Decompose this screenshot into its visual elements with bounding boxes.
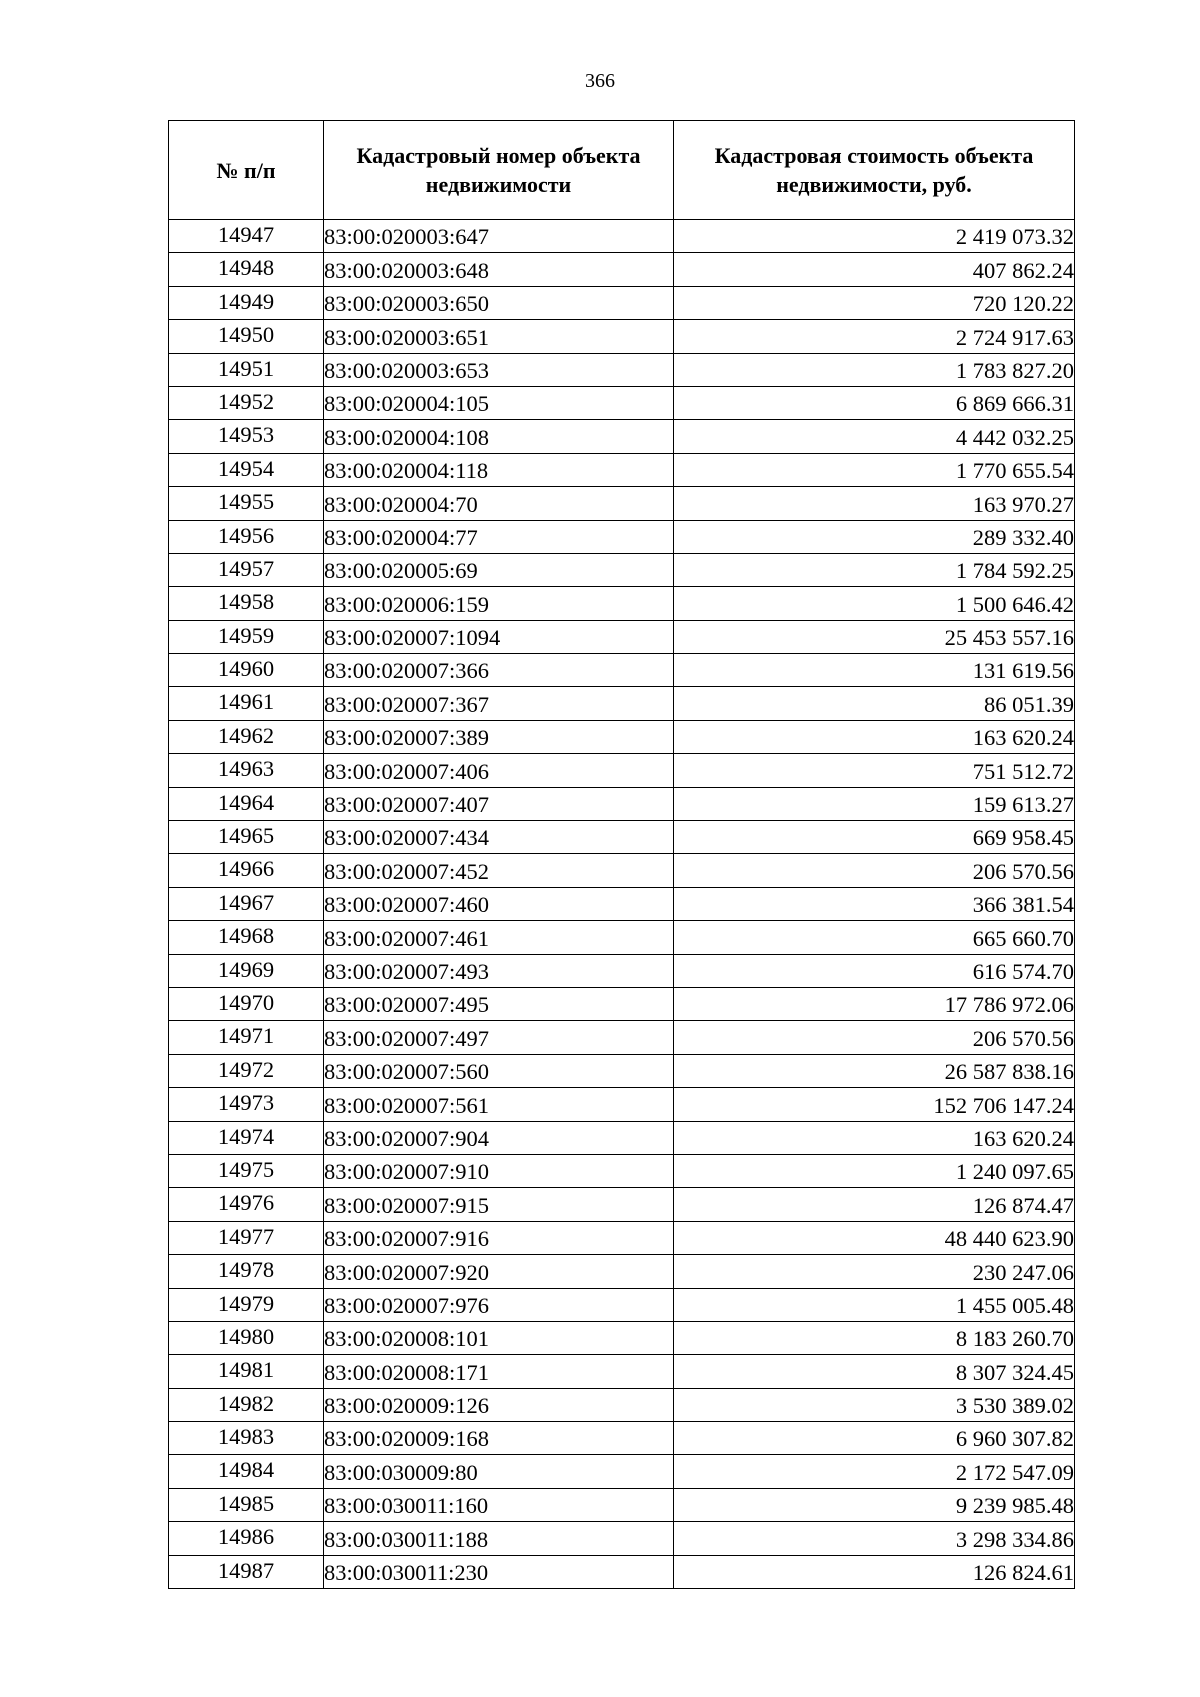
table-row — [169, 1488, 1075, 1521]
table-row — [169, 453, 1075, 486]
cadastral-number-cell: 83:00:020003:648 — [324, 253, 674, 286]
cadastral-value-table — [168, 120, 1075, 1589]
cadastral-number-cell: 83:00:020003:650 — [324, 286, 674, 319]
cadastral-number-cell: 83:00:020005:69 — [324, 553, 674, 586]
header-cadastral-value: Кадастровая стоимость объекта недвижимости, руб. — [674, 121, 1075, 220]
cadastral-value-cell: 9 239 985.48 — [674, 1488, 1075, 1521]
cadastral-value-cell: 8 183 260.70 — [674, 1321, 1075, 1354]
cadastral-number-cell: 83:00:020007:407 — [324, 787, 674, 820]
row-number-cell: 14966 — [169, 854, 324, 887]
row-number-cell: 14955 — [169, 487, 324, 520]
cadastral-number-cell: 83:00:020007:493 — [324, 954, 674, 987]
cadastral-value-cell: 720 120.22 — [674, 286, 1075, 319]
cadastral-value-cell: 126 824.61 — [674, 1555, 1075, 1588]
table-row — [169, 887, 1075, 920]
row-number-cell: 14950 — [169, 320, 324, 353]
cadastral-value-cell: 1 240 097.65 — [674, 1154, 1075, 1187]
cadastral-value-cell: 86 051.39 — [674, 687, 1075, 720]
table-row — [169, 553, 1075, 586]
row-number-cell: 14977 — [169, 1221, 324, 1254]
table-row — [169, 1088, 1075, 1121]
cadastral-number-cell: 83:00:020003:653 — [324, 353, 674, 386]
table-row — [169, 954, 1075, 987]
cadastral-number-cell: 83:00:020007:976 — [324, 1288, 674, 1321]
cadastral-value-cell: 152 706 147.24 — [674, 1088, 1075, 1121]
cadastral-number-cell: 83:00:020004:105 — [324, 386, 674, 419]
row-number-cell: 14954 — [169, 453, 324, 486]
cadastral-value-cell: 366 381.54 — [674, 887, 1075, 920]
table-row — [169, 620, 1075, 653]
cadastral-value-cell: 4 442 032.25 — [674, 420, 1075, 453]
row-number-cell: 14949 — [169, 286, 324, 319]
table-row — [169, 1154, 1075, 1187]
cadastral-number-cell: 83:00:020007:452 — [324, 854, 674, 887]
table-row — [169, 386, 1075, 419]
table-row — [169, 821, 1075, 854]
cadastral-number-cell: 83:00:020008:171 — [324, 1355, 674, 1388]
cadastral-value-cell: 1 770 655.54 — [674, 453, 1075, 486]
header-cadastral-number: Кадастровый номер объекта недвижимости — [324, 121, 674, 220]
table-row — [169, 1321, 1075, 1354]
row-number-cell: 14959 — [169, 620, 324, 653]
table-row — [169, 286, 1075, 319]
table-row — [169, 487, 1075, 520]
table-row — [169, 253, 1075, 286]
cadastral-value-cell: 163 620.24 — [674, 1121, 1075, 1154]
cadastral-number-cell: 83:00:020007:904 — [324, 1121, 674, 1154]
cadastral-value-cell: 407 862.24 — [674, 253, 1075, 286]
row-number-cell: 14961 — [169, 687, 324, 720]
row-number-cell: 14976 — [169, 1188, 324, 1221]
cadastral-number-cell: 83:00:020007:920 — [324, 1255, 674, 1288]
table-row — [169, 754, 1075, 787]
row-number-cell: 14979 — [169, 1288, 324, 1321]
cadastral-value-cell: 751 512.72 — [674, 754, 1075, 787]
cadastral-value-cell: 25 453 557.16 — [674, 620, 1075, 653]
cadastral-value-cell: 131 619.56 — [674, 654, 1075, 687]
table-row — [169, 1255, 1075, 1288]
table-row — [169, 587, 1075, 620]
row-number-cell: 14948 — [169, 253, 324, 286]
row-number-cell: 14981 — [169, 1355, 324, 1388]
cadastral-number-cell: 83:00:020006:159 — [324, 587, 674, 620]
cadastral-number-cell: 83:00:020007:495 — [324, 987, 674, 1020]
table-row — [169, 520, 1075, 553]
table-header — [169, 121, 1075, 220]
header-row-number: № п/п — [169, 121, 324, 220]
row-number-cell: 14986 — [169, 1522, 324, 1555]
cadastral-value-cell: 230 247.06 — [674, 1255, 1075, 1288]
cadastral-number-cell: 83:00:020007:916 — [324, 1221, 674, 1254]
row-number-cell: 14970 — [169, 987, 324, 1020]
cadastral-value-cell: 163 970.27 — [674, 487, 1075, 520]
cadastral-value-cell: 8 307 324.45 — [674, 1355, 1075, 1388]
cadastral-number-cell: 83:00:020003:651 — [324, 320, 674, 353]
row-number-cell: 14983 — [169, 1422, 324, 1455]
row-number-cell: 14978 — [169, 1255, 324, 1288]
row-number-cell: 14982 — [169, 1388, 324, 1421]
table-row — [169, 1121, 1075, 1154]
cadastral-value-cell: 289 332.40 — [674, 520, 1075, 553]
table-row — [169, 654, 1075, 687]
cadastral-number-cell: 83:00:020007:560 — [324, 1054, 674, 1087]
page-number: 366 — [585, 70, 615, 92]
table-row — [169, 1188, 1075, 1221]
cadastral-number-cell: 83:00:020007:460 — [324, 887, 674, 920]
cadastral-value-cell: 2 724 917.63 — [674, 320, 1075, 353]
table-row — [169, 353, 1075, 386]
row-number-cell: 14962 — [169, 720, 324, 753]
row-number-cell: 14971 — [169, 1021, 324, 1054]
row-number-cell: 14960 — [169, 654, 324, 687]
cadastral-number-cell: 83:00:020007:366 — [324, 654, 674, 687]
row-number-cell: 14964 — [169, 787, 324, 820]
row-number-cell: 14980 — [169, 1321, 324, 1354]
table-row — [169, 1288, 1075, 1321]
row-number-cell: 14985 — [169, 1488, 324, 1521]
table-row — [169, 320, 1075, 353]
row-number-cell: 14963 — [169, 754, 324, 787]
table-row — [169, 787, 1075, 820]
cadastral-value-cell: 163 620.24 — [674, 720, 1075, 753]
table-row — [169, 687, 1075, 720]
row-number-cell: 14958 — [169, 587, 324, 620]
table-row — [169, 1555, 1075, 1588]
table-row — [169, 1221, 1075, 1254]
cadastral-value-cell: 206 570.56 — [674, 1021, 1075, 1054]
cadastral-value-cell: 665 660.70 — [674, 921, 1075, 954]
row-number-cell: 14957 — [169, 553, 324, 586]
cadastral-number-cell: 83:00:020007:367 — [324, 687, 674, 720]
row-number-cell: 14967 — [169, 887, 324, 920]
cadastral-value-cell: 17 786 972.06 — [674, 987, 1075, 1020]
table-row — [169, 1021, 1075, 1054]
row-number-cell: 14953 — [169, 420, 324, 453]
row-number-cell: 14947 — [169, 220, 324, 253]
cadastral-value-cell: 2 172 547.09 — [674, 1455, 1075, 1488]
row-number-cell: 14968 — [169, 921, 324, 954]
table-row — [169, 854, 1075, 887]
row-number-cell: 14965 — [169, 821, 324, 854]
cadastral-number-cell: 83:00:020008:101 — [324, 1321, 674, 1354]
table-row — [169, 420, 1075, 453]
table-body — [169, 220, 1075, 1589]
cadastral-value-cell: 2 419 073.32 — [674, 220, 1075, 253]
cadastral-number-cell: 83:00:020007:406 — [324, 754, 674, 787]
cadastral-value-cell: 616 574.70 — [674, 954, 1075, 987]
cadastral-number-cell: 83:00:020003:647 — [324, 220, 674, 253]
cadastral-number-cell: 83:00:020007:389 — [324, 720, 674, 753]
row-number-cell: 14952 — [169, 386, 324, 419]
cadastral-number-cell: 83:00:020009:168 — [324, 1422, 674, 1455]
cadastral-number-cell: 83:00:020007:497 — [324, 1021, 674, 1054]
row-number-cell: 14956 — [169, 520, 324, 553]
cadastral-value-cell: 1 784 592.25 — [674, 553, 1075, 586]
row-number-cell: 14951 — [169, 353, 324, 386]
cadastral-value-cell: 126 874.47 — [674, 1188, 1075, 1221]
cadastral-value-cell: 1 455 005.48 — [674, 1288, 1075, 1321]
row-number-cell: 14987 — [169, 1555, 324, 1588]
table-row — [169, 987, 1075, 1020]
table-row — [169, 1054, 1075, 1087]
table-row — [169, 1455, 1075, 1488]
table-row — [169, 1422, 1075, 1455]
row-number-cell: 14984 — [169, 1455, 324, 1488]
cadastral-number-cell: 83:00:030011:188 — [324, 1522, 674, 1555]
cadastral-number-cell: 83:00:030011:160 — [324, 1488, 674, 1521]
cadastral-value-cell: 3 530 389.02 — [674, 1388, 1075, 1421]
cadastral-number-cell: 83:00:020007:915 — [324, 1188, 674, 1221]
cadastral-number-cell: 83:00:020004:108 — [324, 420, 674, 453]
table-row — [169, 1388, 1075, 1421]
cadastral-number-cell: 83:00:020009:126 — [324, 1388, 674, 1421]
row-number-cell: 14972 — [169, 1054, 324, 1087]
table-row — [169, 1355, 1075, 1388]
cadastral-number-cell: 83:00:020004:77 — [324, 520, 674, 553]
cadastral-number-cell: 83:00:020004:118 — [324, 453, 674, 486]
cadastral-value-cell: 159 613.27 — [674, 787, 1075, 820]
cadastral-value-cell: 1 500 646.42 — [674, 587, 1075, 620]
header-row — [169, 121, 1075, 220]
cadastral-value-cell: 1 783 827.20 — [674, 353, 1075, 386]
cadastral-value-cell: 3 298 334.86 — [674, 1522, 1075, 1555]
cadastral-number-cell: 83:00:020007:434 — [324, 821, 674, 854]
table-row — [169, 1522, 1075, 1555]
cadastral-value-cell: 6 960 307.82 — [674, 1422, 1075, 1455]
cadastral-value-cell: 206 570.56 — [674, 854, 1075, 887]
cadastral-number-cell: 83:00:030009:80 — [324, 1455, 674, 1488]
cadastral-value-cell: 26 587 838.16 — [674, 1054, 1075, 1087]
row-number-cell: 14975 — [169, 1154, 324, 1187]
cadastral-value-cell: 48 440 623.90 — [674, 1221, 1075, 1254]
table-row — [169, 720, 1075, 753]
table-row — [169, 220, 1075, 253]
cadastral-value-cell: 6 869 666.31 — [674, 386, 1075, 419]
cadastral-value-cell: 669 958.45 — [674, 821, 1075, 854]
cadastral-number-cell: 83:00:020007:910 — [324, 1154, 674, 1187]
row-number-cell: 14974 — [169, 1121, 324, 1154]
table-row — [169, 921, 1075, 954]
cadastral-number-cell: 83:00:020004:70 — [324, 487, 674, 520]
cadastral-number-cell: 83:00:020007:561 — [324, 1088, 674, 1121]
cadastral-number-cell: 83:00:020007:1094 — [324, 620, 674, 653]
row-number-cell: 14973 — [169, 1088, 324, 1121]
cadastral-number-cell: 83:00:020007:461 — [324, 921, 674, 954]
cadastral-number-cell: 83:00:030011:230 — [324, 1555, 674, 1588]
row-number-cell: 14969 — [169, 954, 324, 987]
